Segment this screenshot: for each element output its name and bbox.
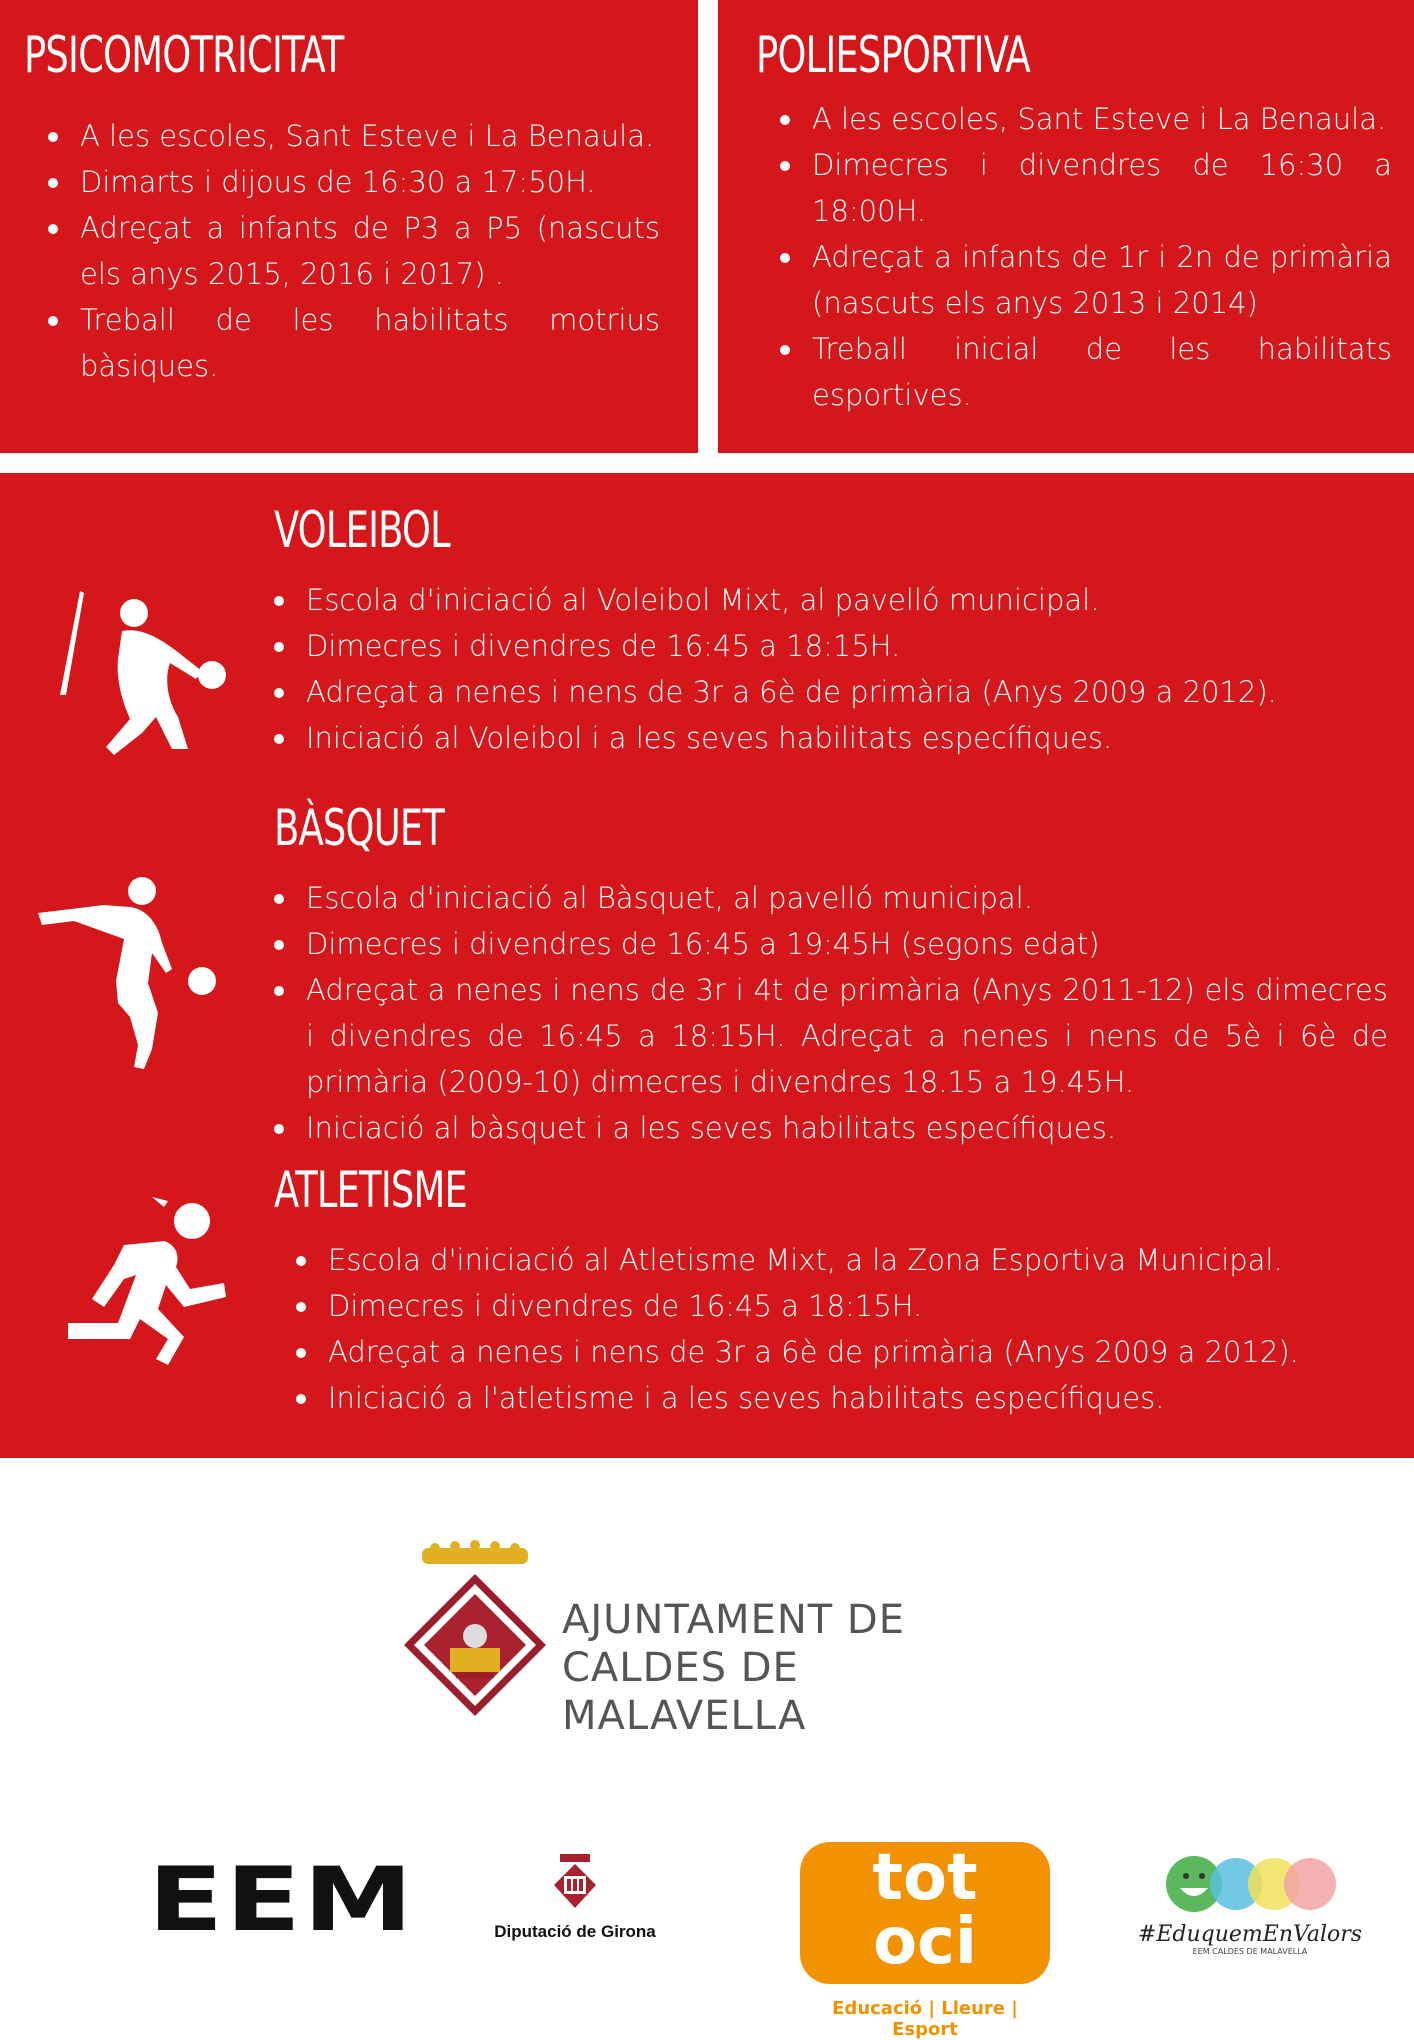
list-item: Adreçat a nenes i nens de 3r a 6è de primària (Anys 2009 a 2012).: [268, 669, 1388, 715]
voleibol-title: VOLEIBOL: [274, 501, 450, 559]
psicomotricitat-panel: [0, 0, 698, 453]
list-item: Escola d'iniciació al Voleibol Mixt, al pavelló municipal.: [268, 577, 1388, 623]
list-item: Treball inicial de les habilitats esportives.: [774, 326, 1392, 418]
totoci-wordmark: tot oci: [800, 1842, 1050, 1984]
totoci-tagline: Educació | Lleure | Esport: [832, 1998, 1018, 2040]
atletisme-title: ATLETISME: [274, 1161, 467, 1219]
poliesportiva-title: POLIESPORTIVA: [756, 26, 1030, 84]
eem-logo: EEM: [148, 1848, 416, 1951]
eduquem-subtitle: EEM CALDES DE MALAVELLA: [1192, 1947, 1308, 1956]
volleyball-player-icon: [52, 583, 232, 758]
list-item: Dimecres i divendres de 16:45 a 19:45H (segons edat): [268, 921, 1388, 967]
basquet-list: [268, 875, 1388, 1151]
list-item: A les escoles, Sant Esteve i La Benaula.: [774, 96, 1392, 142]
poliesportiva-panel: [718, 0, 1414, 453]
list-item: Iniciació al Voleibol i a les seves habilitats específiques.: [268, 715, 1388, 761]
voleibol-list: [268, 577, 1388, 761]
list-item: Adreçat a nenes i nens de 3r i 4t de primària (Anys 2011-12) els dimecres i divendres de 16:45 a 18:15H. Adreçat a nenes i nens de 5è i 6è de primària (2009-10) dimecres i divendres 18.15 a 19.45H.: [268, 967, 1388, 1105]
totoci-logo: [800, 1841, 1050, 2040]
ajuntament-logo: [400, 1540, 1040, 1739]
list-item: Treball de les habilitats motrius bàsiques.: [42, 297, 660, 389]
smiley-faces-icon: [1150, 1852, 1350, 1916]
list-item: Dimarts i dijous de 16:30 a 17:50H.: [42, 159, 660, 205]
list-item: Iniciació a l'atletisme i a les seves habilitats específiques.: [290, 1375, 1390, 1421]
list-item: Escola d'iniciació al Atletisme Mixt, a la Zona Esportiva Municipal.: [290, 1237, 1390, 1283]
sports-panel: [0, 473, 1414, 1458]
psicomotricitat-title: PSICOMOTRICITAT: [24, 26, 344, 84]
list-item: Adreçat a infants de 1r i 2n de primària (nascuts els anys 2013 i 2014): [774, 234, 1392, 326]
list-item: Iniciació al bàsquet i a les seves habilitats específiques.: [268, 1105, 1388, 1151]
eduquem-logo: [1130, 1852, 1370, 1972]
atletisme-list: [290, 1237, 1390, 1421]
list-item: Dimecres i divendres de 16:45 a 18:15H.: [268, 623, 1388, 669]
poliesportiva-list: [774, 96, 1392, 418]
eduquem-hashtag: #EduquemEnValors: [1137, 1922, 1363, 1947]
list-item: Dimecres i divendres de 16:30 a 18:00H.: [774, 142, 1392, 234]
list-item: Dimecres i divendres de 16:45 a 18:15H.: [290, 1283, 1390, 1329]
basquet-title: BÀSQUET: [274, 799, 445, 857]
list-item: A les escoles, Sant Esteve i La Benaula.: [42, 113, 660, 159]
list-item: Adreçat a infants de P3 a P5 (nascuts els anys 2015, 2016 i 2017) .: [42, 205, 660, 297]
psicomotricitat-list: [42, 113, 660, 389]
diputacio-shield-icon: [550, 1852, 600, 1912]
runner-icon: [64, 1189, 234, 1369]
diputacio-logo: [490, 1852, 660, 1952]
list-item: Escola d'iniciació al Bàsquet, al pavelló municipal.: [268, 875, 1388, 921]
ajuntament-name-line1: AJUNTAMENT DE: [562, 1597, 905, 1643]
diputacio-name: Diputació de Girona: [494, 1922, 656, 1941]
list-item: Adreçat a nenes i nens de 3r a 6è de primària (Anys 2009 a 2012).: [290, 1329, 1390, 1375]
basketball-player-icon: [34, 873, 224, 1073]
ajuntament-name-line2: CALDES DE MALAVELLA: [562, 1645, 807, 1739]
coat-of-arms-icon: [400, 1540, 550, 1720]
